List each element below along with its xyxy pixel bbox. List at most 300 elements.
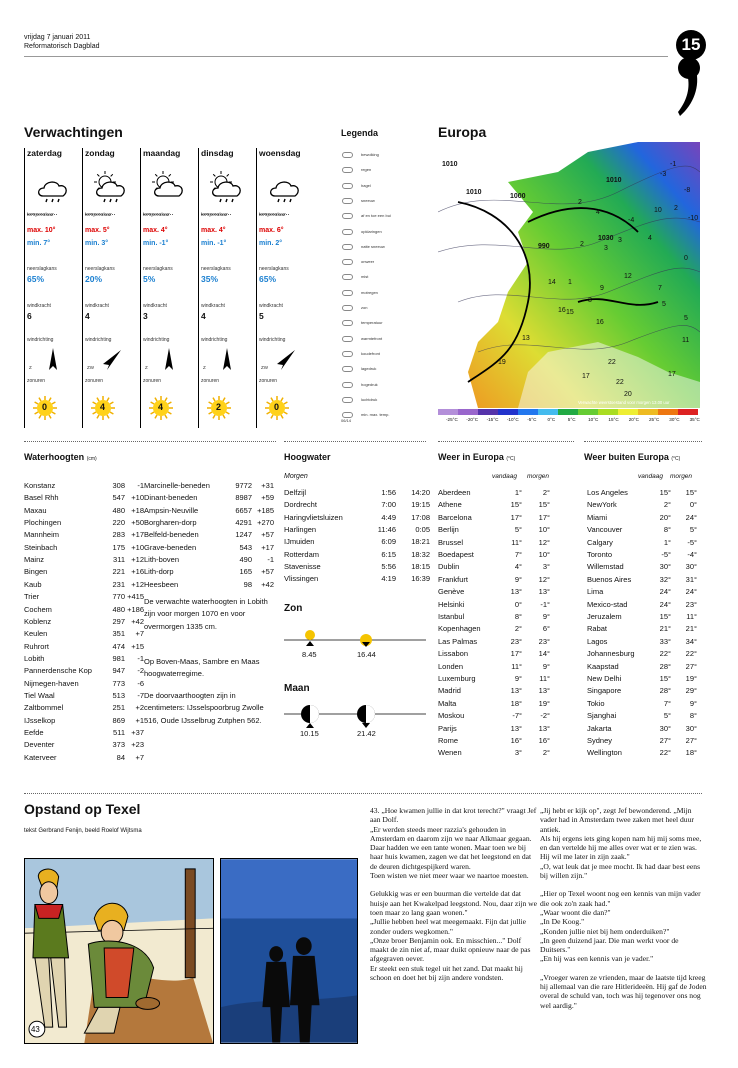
temp-label: temperatuur [201, 212, 228, 218]
legend-item [342, 336, 382, 342]
sun-cloud-rain-icon [91, 170, 131, 204]
row-value1: 6:15 [381, 549, 396, 559]
row-name: Jeruzalem [587, 612, 622, 621]
legend-symbol-icon [342, 382, 353, 388]
pressure-label: 990 [538, 243, 550, 250]
legend-item [342, 229, 382, 235]
row-name: Borgharen-dorp [144, 518, 197, 528]
row-value2: 12° [538, 574, 550, 584]
story-paragraph: „Jullie hebben heel wat meegemaakt. Fijn dat jullie zonder ouders wegkomen." [370, 917, 527, 936]
row-name: Belfeld-beneden [144, 530, 199, 540]
weer-buiten-h1: vandaag [638, 473, 663, 480]
story-paragraph: „Konden jullie niet bij hem onderduiken?" [540, 926, 670, 936]
row-value2: -1° [540, 599, 550, 609]
row-name: IJmuiden [284, 537, 315, 547]
map-temperature: 11 [682, 337, 690, 344]
legend-symbol-icon [342, 351, 353, 357]
row-value2: -2 [137, 666, 144, 676]
weer-buiten-h2: morgen [670, 473, 693, 480]
waterhoogten-note3: De doorvaarthoogten zijn in centimeters: IJsselspoorbrug Zwolle 516, Oude IJsselbrug Zutphen 562. [144, 691, 264, 725]
row-name: Malta [438, 698, 457, 708]
legend-symbol-icon [342, 305, 353, 311]
legend-title: Legenda [341, 128, 379, 138]
row-value1: 28° [659, 661, 671, 671]
map-temperature: 3 [588, 297, 592, 304]
rain-chance: 5% [143, 274, 156, 284]
row-value1: 17° [510, 649, 522, 659]
legend-item [342, 274, 368, 280]
scale-swatch [638, 409, 658, 415]
story-paragraph: „In De Koog." [540, 917, 585, 927]
row-name: Las Palmas [438, 636, 478, 646]
story-paragraph: „Onze broer Benjamin ook. En misschien..." Dolf maakt de zin niet af, maar duikt opnieuw naar de pas afgegraven oever. [370, 935, 531, 964]
row-name: Konstanz [24, 481, 56, 490]
row-value2: +16 [131, 567, 144, 577]
story-paragraph: „En hij was een kennis van je vader." [540, 954, 654, 964]
row-value2: 24° [685, 512, 697, 522]
min-temp: min. -1° [143, 240, 169, 247]
row-name: Kopenhagen [438, 624, 481, 634]
row-value2: 8° [689, 711, 697, 721]
row-value2: +415 [127, 592, 144, 602]
row-value1: 11:46 [377, 525, 396, 535]
temp-label: temperatuur [27, 212, 54, 218]
row-value1: 2° [663, 500, 671, 510]
comic-panel-1 [24, 858, 214, 1044]
map-temperature: 22 [608, 359, 616, 366]
hoogwater-title: Hoogwater [284, 452, 331, 462]
row-value2: -5° [687, 537, 697, 547]
rain-chance: 35% [201, 274, 219, 284]
story-paragraph: „O, wat leuk dat je mee mocht. Ik had daar best eens bij willen zijn." [540, 861, 701, 881]
wind-direction: ZW [87, 365, 94, 370]
legend-label: onweer [361, 259, 375, 265]
sun-hours: 2 [216, 402, 222, 412]
row-value2: -4° [687, 550, 697, 559]
map-temperature: 20 [624, 391, 632, 398]
legend-item [342, 152, 379, 158]
row-name: Jakarta [587, 723, 612, 733]
row-value1: 773 [112, 678, 125, 688]
pressure-label: 1010 [606, 177, 622, 184]
row-name: Eefde [24, 728, 44, 737]
min-temp: min. -1° [201, 240, 227, 247]
row-value2: +57 [261, 530, 274, 540]
row-value1: 28° [659, 686, 671, 696]
row-value2: 31° [685, 574, 697, 584]
row-name: Helsinki [438, 599, 465, 609]
wind-label: windkracht [27, 303, 51, 309]
row-value1: 220 [112, 518, 125, 528]
scale-swatch [598, 409, 618, 415]
scale-swatch [678, 409, 698, 415]
row-value2: 16° [538, 736, 550, 745]
weer-buiten-title: Weer buiten Europa (°C) [584, 452, 681, 462]
row-name: Lagos [587, 636, 608, 646]
maan-set: 21.42 [357, 729, 376, 738]
wind-label: windkracht [143, 303, 167, 309]
forecast-day-name: zondag [85, 148, 115, 158]
legend-item [342, 244, 385, 250]
row-value2: 19:15 [411, 500, 430, 510]
row-name: Luxemburg [438, 674, 476, 683]
scale-label: -15°C [486, 417, 499, 422]
row-value1: 4° [514, 562, 522, 572]
wind-force: 4 [85, 311, 90, 321]
header-paper: Reformatorisch Dagblad [24, 43, 100, 50]
story-paragraph: „Hier op Texel woont nog een kennis van mijn vader die ook zo'n zaak had." [540, 889, 701, 908]
sun-cloud-rain-icon [207, 170, 247, 204]
row-value2: 2° [542, 488, 550, 497]
scale-label: -20°C [466, 417, 479, 422]
header-rule [24, 56, 668, 57]
direction-label: windrichting [85, 337, 112, 343]
row-name: Delfzijl [284, 488, 307, 497]
sun-label: zonuren [201, 378, 220, 384]
legend-label: opklaringen [361, 228, 382, 234]
forecast-day-name: woensdag [259, 148, 301, 158]
forecast-title: Verwachtingen [24, 124, 123, 140]
legend-label: min. max. temp. [361, 412, 390, 418]
row-value1: 15° [659, 674, 671, 683]
comic-credit: tekst Gerbrand Fenijn, beeld Roelof Wijtsma [24, 828, 142, 834]
row-value2: 11° [539, 674, 550, 683]
row-value2: +57 [261, 567, 274, 577]
row-name: Los Angeles [587, 488, 628, 497]
row-value2: +15 [131, 641, 144, 651]
row-value2: -1 [267, 555, 274, 565]
zon-title: Zon [284, 603, 303, 614]
scale-swatch [458, 409, 478, 415]
row-value1: 27° [659, 736, 671, 745]
row-value2: 18:15 [411, 562, 430, 572]
row-name: Dordrecht [284, 500, 317, 510]
legend-symbol-icon [342, 366, 353, 372]
scale-label: 15°C [608, 417, 619, 422]
row-value2: +12 [131, 555, 144, 565]
row-value2: 13° [538, 723, 550, 733]
row-value2: 34° [685, 636, 697, 646]
legend-item [342, 382, 378, 388]
map-temperature: 7 [658, 285, 662, 292]
legend-label: sneeuw [361, 197, 375, 203]
scale-label: 35°C [689, 417, 700, 422]
story-paragraph: 43. „Hoe kwamen jullie in dat krot terecht?" vraagt Jef aan Dolf. [370, 806, 537, 825]
row-value2: +37 [131, 728, 144, 737]
row-value2: 0:05 [415, 525, 430, 535]
row-name: Vancouver [587, 525, 623, 535]
row-name: Grave-beneden [144, 542, 197, 552]
row-name: Sjanghai [587, 711, 617, 721]
map-temperature: -3 [660, 171, 667, 178]
svg-text:43: 43 [30, 1025, 40, 1035]
forecast-day-name: maandag [143, 148, 181, 158]
row-name: Pannerdensche Kop [24, 666, 92, 676]
sunrise-icon [305, 630, 315, 640]
row-name: Harlingen [284, 525, 317, 535]
scale-label: 20°C [628, 417, 639, 422]
max-temp: max. 4° [143, 227, 168, 234]
weer-europa-title: Weer in Europa (°C) [438, 452, 516, 462]
temp-label: temperatuur [143, 212, 170, 218]
forecast-day-name: zaterdag [27, 148, 62, 158]
legend-item [342, 198, 375, 204]
row-name: Bingen [24, 567, 48, 577]
row-value1: 3° [514, 748, 522, 758]
row-value1: 9° [514, 574, 522, 584]
row-name: Lobith [24, 653, 45, 663]
row-value2: 9° [542, 661, 550, 671]
legend-label: regen [361, 167, 372, 173]
pressure-label: 1010 [466, 189, 482, 196]
row-value1: 11° [511, 537, 522, 547]
row-value1: 770 [112, 592, 125, 602]
row-name: Mannheim [24, 530, 60, 540]
forecast-day-3 [198, 148, 254, 428]
row-name: Steinbach [24, 542, 58, 552]
scale-label: 5°C [567, 417, 576, 422]
map-temperature: 19 [498, 359, 506, 366]
legend-item [342, 366, 376, 372]
row-value1: 1° [663, 537, 671, 547]
row-name: Plochingen [24, 518, 62, 528]
row-value1: 297 [112, 616, 125, 626]
row-name: Brussel [438, 537, 464, 547]
maan-rise: 10.15 [300, 729, 319, 738]
row-value2: +31 [261, 481, 274, 490]
row-value2: 13° [538, 686, 550, 696]
row-value1: 22° [659, 649, 671, 659]
row-value1: 22° [659, 748, 671, 758]
row-value2: +7 [135, 752, 144, 762]
row-value1: 231 [112, 579, 125, 589]
row-value1: 32° [659, 574, 671, 584]
row-value2: 14° [538, 649, 550, 659]
row-name: Stavenisse [284, 562, 321, 572]
row-value1: 16° [510, 736, 522, 745]
row-value1: 6:09 [381, 537, 396, 547]
row-value1: 5° [514, 525, 522, 535]
legend-symbol-icon [342, 290, 353, 296]
row-name: Aberdeen [438, 488, 471, 497]
row-value2: +1 [135, 715, 144, 725]
row-name: Katerveer [24, 752, 57, 762]
row-value1: 5:56 [381, 562, 396, 572]
legend-item [342, 213, 391, 219]
row-value2: 17:08 [411, 512, 430, 522]
wind-arrow-icon [159, 348, 179, 374]
row-value1: 480 [112, 505, 125, 515]
scale-label: -25°C [446, 417, 458, 422]
scale-swatch [478, 409, 498, 415]
europe-weather-map [438, 142, 700, 408]
wind-label: windkracht [259, 303, 283, 309]
map-temperature: 2 [674, 205, 678, 212]
forecast-day-0 [24, 148, 80, 428]
row-value1: 981 [112, 653, 125, 663]
row-value1: 23° [510, 636, 522, 646]
row-value1: 308 [112, 481, 125, 490]
forecast-day-name: dinsdag [201, 148, 234, 158]
row-name: Kaub [24, 579, 42, 589]
scale-swatch [558, 409, 578, 415]
wind-arrow-icon [101, 348, 121, 374]
legend-item [342, 320, 383, 326]
legend-symbol-icon [342, 198, 353, 204]
row-name: Ruhrort [24, 641, 50, 651]
row-value2: 15° [685, 488, 697, 497]
legend-item [342, 259, 374, 265]
story-paragraph: „Er werden steeds meer razzia's gehouden in Amsterdam en daarom zijn we naar Alkmaar gegaan. [370, 824, 532, 843]
map-temperature: 3 [618, 237, 622, 244]
wind-label: windkracht [201, 303, 225, 309]
story-paragraph: Toen wisten we niet meer waar we naartoe moesten. [370, 871, 529, 881]
map-temperature: 22 [616, 379, 624, 386]
row-name: Barcelona [438, 512, 472, 522]
row-name: Trier [24, 592, 40, 602]
row-name: Wellington [587, 748, 622, 758]
row-value1: 20° [659, 512, 671, 522]
row-name: IJsselkop [24, 715, 56, 725]
scale-label: -10°C [506, 417, 519, 422]
row-value1: 13° [510, 686, 522, 696]
map-temperature: 1 [568, 279, 572, 286]
direction-label: windrichting [259, 337, 286, 343]
forecast-day-1 [82, 148, 138, 428]
paragraph-gap [540, 964, 708, 973]
row-value2: 18:21 [411, 537, 430, 547]
map-temperature: 5 [684, 315, 688, 322]
sun-hours: 4 [158, 402, 164, 412]
row-value1: 8° [663, 525, 671, 535]
scale-label: 30°C [669, 417, 680, 422]
row-name: Singapore [587, 686, 622, 696]
row-value2: -2° [540, 711, 550, 721]
row-value1: 311 [113, 555, 125, 565]
map-temperature: 17 [668, 371, 676, 378]
row-value2: +23 [131, 740, 144, 750]
row-name: Heesbeen [144, 579, 179, 589]
row-value1: 490 [239, 555, 252, 565]
wind-arrow-icon [217, 348, 237, 374]
row-name: Tiel Waal [24, 690, 55, 700]
sun-cloud-icon [149, 170, 189, 204]
legend-label: zon [361, 305, 368, 311]
row-name: Maxau [24, 505, 47, 515]
row-name: New Delhi [587, 674, 622, 683]
scale-label: 10°C [588, 417, 599, 422]
forecast-day-4 [256, 148, 312, 428]
legend-symbol-icon [342, 320, 353, 326]
legend-symbol-icon [342, 244, 353, 250]
row-value1: 251 [112, 703, 125, 713]
wind-force: 5 [259, 311, 264, 321]
min-temp: min. 2° [259, 240, 283, 247]
row-value2: +10 [131, 493, 144, 503]
comic-text-col2 [540, 806, 708, 1010]
scale-label: 25°C [649, 417, 660, 422]
legend-label: motregen [361, 289, 378, 295]
waterhoogten-title: Waterhoogten (cm) [24, 452, 97, 462]
row-name: Lith-boven [144, 555, 180, 565]
rain-chance: 65% [27, 274, 45, 284]
row-value1: 351 [112, 629, 125, 639]
row-name: Rome [438, 736, 459, 745]
row-value1: 543 [239, 542, 252, 552]
row-name: Lissabon [438, 649, 469, 659]
row-value2: 27° [685, 661, 697, 671]
legend-label: af en toe een bui [361, 213, 391, 219]
row-name: Calgary [587, 537, 613, 547]
row-value1: 869 [112, 715, 125, 725]
forecast-day-2 [140, 148, 196, 428]
europa-title: Europa [438, 124, 487, 140]
row-value2: +59 [261, 493, 274, 503]
rain-cloud-icon [33, 170, 73, 204]
row-value1: 7° [514, 550, 522, 559]
story-paragraph: „In geen duizend jaar. Die man werkt voor de Duitsers." [540, 935, 679, 955]
row-value1: 13° [510, 723, 522, 733]
row-value2: 15° [538, 500, 550, 510]
rain-label: neerslagkans [85, 266, 115, 272]
row-value1: 283 [112, 530, 125, 540]
map-temperature: 10 [654, 207, 662, 214]
row-name: Cochem [24, 604, 52, 614]
row-value2: +18 [131, 505, 144, 515]
direction-label: windrichting [27, 337, 54, 343]
row-value2: +2 [135, 703, 144, 713]
row-value2: 29° [685, 686, 697, 696]
row-value2: 0° [689, 500, 697, 510]
waterhoogten-note2: Op Boven-Maas, Sambre en Maas hoogwaterregime. [144, 657, 260, 679]
legend-label: temperatuur [361, 320, 383, 326]
row-value1: 4:19 [381, 574, 396, 584]
map-temperature: 2 [580, 241, 584, 248]
rain-label: neerslagkans [259, 266, 289, 272]
story-paragraph: „Jij hebt er kijk op", zegt Jef bewonderend. „Mijn vader had in Amsterdam twee zaken met heel duur antiek. [540, 806, 694, 834]
row-name: Tokio [587, 698, 605, 708]
row-name: Vlissingen [284, 574, 319, 584]
row-value2: 16:39 [411, 574, 430, 584]
maan-diagram [284, 700, 426, 730]
row-name: Ampsin-Neuville [144, 505, 199, 515]
row-value1: 84 [116, 752, 125, 762]
row-value2: 12° [538, 537, 550, 547]
map-temperature: -1 [670, 161, 677, 168]
rain-label: neerslagkans [201, 266, 231, 272]
row-value2: +42 [131, 616, 144, 626]
wind-force: 3 [143, 311, 148, 321]
row-value2: 9° [542, 612, 550, 621]
rain-label: neerslagkans [143, 266, 173, 272]
row-name: Rotterdam [284, 549, 320, 559]
weer-europa-h2: morgen [527, 473, 550, 480]
map-temperature: 13 [522, 335, 530, 342]
map-caption: Verwachte weerstoestand voor morgen 13.00 uur [578, 400, 670, 405]
scale-swatch [498, 409, 518, 415]
sun-label: zonuren [143, 378, 162, 384]
row-value2: 5° [689, 525, 697, 535]
row-value1: 4:49 [381, 512, 396, 522]
scale-label: -5°C [527, 417, 537, 422]
pressure-label: 1000 [510, 193, 526, 200]
row-value1: 30° [659, 562, 671, 572]
row-value1: 547 [112, 493, 125, 503]
row-value1: 175 [112, 542, 125, 552]
legend-symbol-icon [342, 229, 353, 235]
row-name: Haringvlietsluizen [284, 512, 343, 522]
map-temperature: 4 [596, 209, 600, 216]
